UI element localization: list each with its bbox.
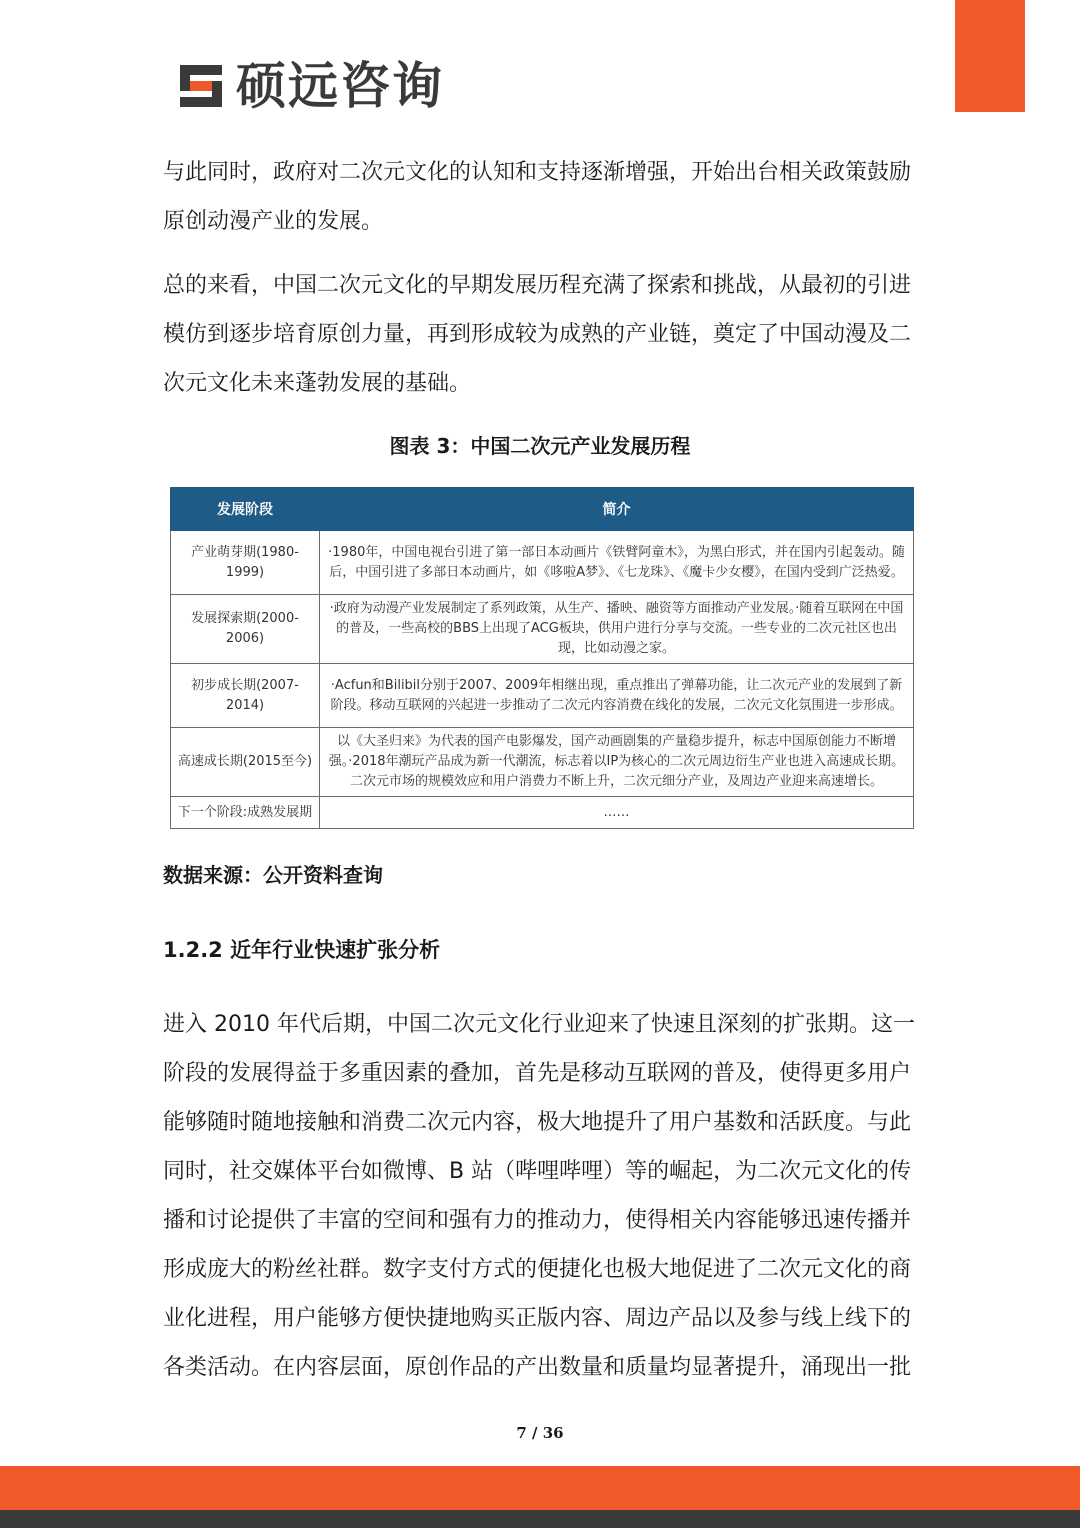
paragraph-summary: 总的来看，中国二次元文化的早期发展历程充满了探索和挑战，从最初的引进 模仿到逐步培育原创力量，再到形成较为成熟的产业链，奠定了中国动漫及二 次元文化未来蓬勃发展的基础。 — [163, 273, 912, 396]
figure-title: 图表 3：中国二次元产业发展历程 — [389, 434, 691, 458]
desc-cell: …… — [320, 797, 914, 829]
footer-dark-bar — [0, 1510, 1080, 1528]
desc-cell: ·Acfun和Bilibil分别于2007、2009年相继出现，重点推出了弹幕功能，让二次元产业的发展到了新阶段。移动互联网的兴起进一步推动了二次元内容消费在线化的发展，二次元文化氛围进一步形成。 — [320, 664, 914, 728]
page-number: 7 / 36 — [516, 1424, 564, 1442]
table-row — [171, 664, 914, 728]
stage-cell: 下一个阶段:成熟发展期 — [171, 797, 320, 829]
footer-accent-bar — [0, 1466, 1080, 1510]
stage-cell: 初步成长期(2007-2014) — [171, 664, 320, 728]
table-row — [171, 728, 914, 797]
company-logo — [176, 58, 444, 114]
corner-accent-block — [955, 0, 1025, 112]
stage-cell: 高速成长期(2015至今) — [171, 728, 320, 797]
desc-cell: ·1980年，中国电视台引进了第一部日本动画片《铁臂阿童木》，为黑白形式，并在国内引起轰动。随后，中国引进了多部日本动画片，如《哆啦A梦》、《七龙珠》、《魔卡少女樱》，在国内受到广泛热爱。 — [320, 531, 914, 595]
section-heading: 1.2.2 近年行业快速扩张分析 — [163, 938, 441, 962]
paragraph-expansion: 进入 2010 年代后期，中国二次元文化行业迎来了快速且深刻的扩张期。这一 阶段的发展得益于多重因素的叠加，首先是移动互联网的普及，使得更多用户 能够随时随地接触和消费二次元内容，极大地提升了用户基数和活跃度。与此 同时，社交媒体平台如微博、B 站（哔哩哔哩）等的崛起，为二次元文化的传 播和讨论提供了丰富的空间和强有力的推动力，使得相关内容能够迅速传播并 形成庞大的粉丝社群。数字支付方式的便捷化也极大地促进了二次元文化的商 业化进程，用户能够方便快捷地购买正版内容、周边产品以及参与线上线下的 各类活动。在内容层面，原创作品的产出数量和质量均显著提升，涌现出一批 — [163, 1012, 915, 1380]
column-header-stage: 发展阶段 — [171, 488, 320, 531]
desc-cell: ·政府为动漫产业发展制定了系列政策，从生产、播映、融资等方面推动产业发展。·随着互联网在中国的普及，一些高校的BBS上出现了ACG板块，供用户进行分享与交流。一些专业的二次元社区也出现，比如动漫之家。 — [320, 595, 914, 664]
column-header-desc: 简介 — [320, 488, 914, 531]
history-table — [170, 487, 914, 829]
logo-text: 硕远咨询 — [236, 57, 444, 115]
paragraph-policy: 与此同时，政府对二次元文化的认知和支持逐渐增强，开始出台相关政策鼓励 原创动漫产业的发展。 — [163, 160, 912, 234]
table-row — [171, 797, 914, 829]
desc-cell: 以《大圣归来》为代表的国产电影爆发，国产动画剧集的产量稳步提升，标志中国原创能力不断增强。·2018年潮玩产品成为新一代潮流，标志着以IP为核心的二次元周边衍生产业也进入高速成长期。二次元市场的规模效应和用户消费力不断上升，二次元细分产业，及周边产业迎来高速增长。 — [320, 728, 914, 797]
data-source-note: 数据来源：公开资料查询 — [163, 863, 383, 887]
logo-mark-icon — [176, 61, 226, 111]
table-row — [171, 531, 914, 595]
stage-cell: 发展探索期(2000-2006) — [171, 595, 320, 664]
stage-cell: 产业萌芽期(1980-1999) — [171, 531, 320, 595]
table-row — [171, 595, 914, 664]
